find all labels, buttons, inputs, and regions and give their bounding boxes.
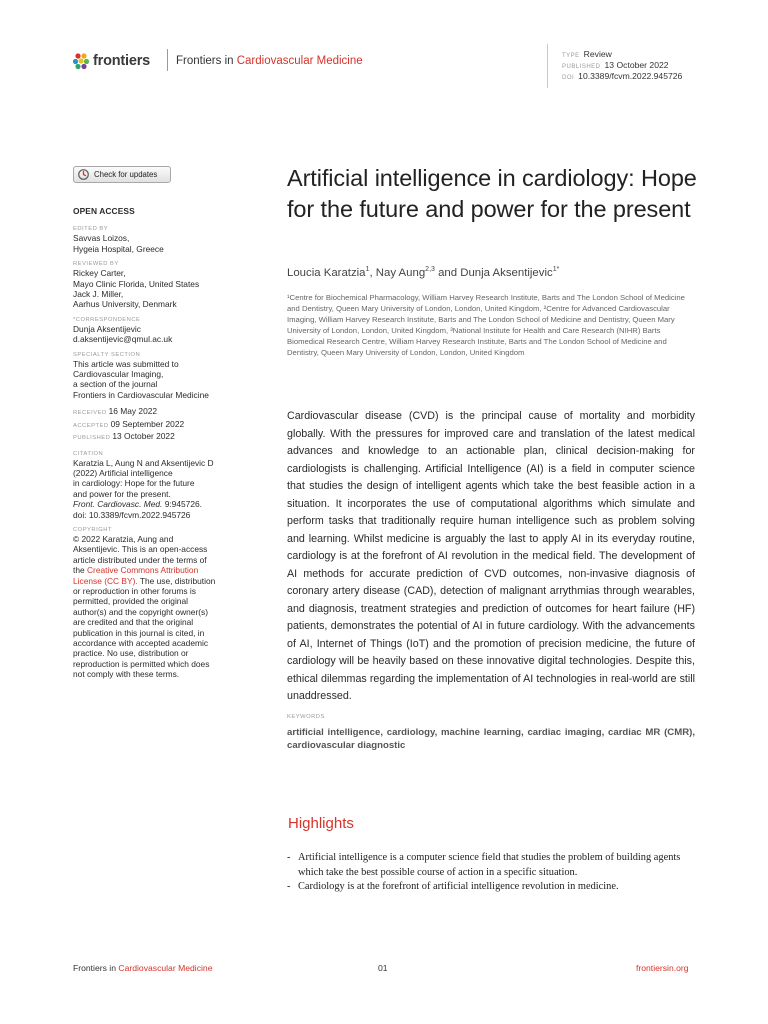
reviewed-by-section bbox=[73, 260, 233, 310]
copyright-text: The use, distribution bbox=[137, 575, 216, 586]
copyright-label: COPYRIGHT bbox=[73, 526, 112, 533]
published-label: PUBLISHED bbox=[73, 435, 111, 442]
accepted-label: ACCEPTED bbox=[73, 422, 109, 429]
copyright-line: author(s) and the copyright owner(s) bbox=[73, 606, 208, 617]
keywords-list: artificial intelligence, cardiology, machine learning, cardiac imaging, cardiac MR (CMR), cardiovascular diagnostic bbox=[287, 727, 695, 751]
frontiers-logo[interactable] bbox=[72, 52, 150, 70]
footer-journal-name: Cardiovascular Medicine bbox=[118, 963, 213, 973]
copyright-text: the bbox=[73, 565, 87, 576]
specialty-line: This article was submitted to bbox=[73, 358, 179, 369]
frontiers-logo-icon bbox=[72, 52, 90, 70]
meta-divider bbox=[547, 44, 548, 88]
copyright-license-line bbox=[73, 576, 233, 586]
author-affiliation-ref: 1* bbox=[552, 266, 560, 273]
copyright-line: practice. No use, distribution or bbox=[73, 648, 189, 659]
brand-name: frontiers bbox=[93, 53, 151, 69]
published-date bbox=[73, 431, 233, 443]
dates-section bbox=[73, 406, 233, 443]
footer-journal-prefix: Frontiers in bbox=[73, 963, 119, 973]
copyright-line: are credited and that the original bbox=[73, 617, 194, 628]
copyright-line: reproduction is permitted which does bbox=[73, 658, 210, 669]
specialty-label: SPECIALTY SECTION bbox=[73, 351, 141, 358]
check-updates-label: Check for updates bbox=[94, 170, 158, 179]
journal-name: Cardiovascular Medicine bbox=[236, 55, 363, 67]
abstract-text: Cardiovascular disease (CVD) is the principal cause of mortality and morbidity globally. With the pressures for improved care and translation of the latest medical advances and knowledge to an actionable plan, clinical decision-making for cardiologists is challenging. Artificial Intelligence (AI) is a field in computer science that studies the design of intelligent agents which take the best feasible action in a situation. It incorporates the use of computational algorithms which simulate and perform tasks that traditionally require human intelligence such as problem solving and learning. Whilst medicine is arguably the last to apply AI in its everyday routine, cardiology is at the forefront of AI revolution in the medical field. The development of AI methods for accurate prediction of CVD outcomes, non-invasive diagnosis of coronary artery disease (CAD), detection of malignant arrythmias through wearables, and diagnosis, treatment strategies and prediction of outcomes for heart failure (HF) patients, demonstrates the potential of AI in future cardiology. With the advancements of AI, Internet of Things (IoT) and the promotion of precision medicine, the future of cardiology will be heavily based on these innovative digital technologies. Despite this, ethical dilemmas regarding the implementation of AI technologies in real-world are still unaddressed. bbox=[287, 410, 695, 702]
citation-line: (2022) Artificial intelligence bbox=[73, 467, 173, 478]
meta-doi[interactable] bbox=[562, 71, 682, 81]
correspondence-name: Dunja Aksentijevic bbox=[73, 323, 141, 334]
meta-published-label: PUBLISHED bbox=[562, 64, 601, 70]
copyright-line: not comply with these terms. bbox=[73, 669, 180, 680]
copyright-line: Aksentijevic. This is an open-access bbox=[73, 544, 208, 555]
license-link[interactable]: Creative Commons Attribution bbox=[86, 565, 199, 576]
meta-doi-label: DOI bbox=[562, 75, 575, 81]
reviewer-affiliation: Mayo Clinic Florida, United States bbox=[73, 278, 200, 289]
copyright-line: accordance with accepted academic bbox=[73, 638, 209, 648]
accepted-value: 09 September 2022 bbox=[110, 418, 185, 429]
journal-title[interactable] bbox=[176, 55, 363, 67]
license-link[interactable]: License (CC BY). bbox=[73, 575, 138, 586]
citation-journal-line bbox=[73, 499, 233, 509]
published-value: 13 October 2022 bbox=[112, 431, 175, 442]
open-access-label: OPEN ACCESS bbox=[73, 206, 135, 216]
author-list bbox=[287, 266, 559, 279]
citation-section bbox=[73, 450, 233, 520]
highlight-item bbox=[287, 851, 697, 880]
received-date bbox=[73, 406, 233, 418]
author-affiliation-ref: 2,3 bbox=[425, 266, 435, 273]
header-divider bbox=[167, 49, 168, 71]
received-value: 16 May 2022 bbox=[108, 406, 158, 417]
specialty-line: Cardiovascular Imaging, bbox=[73, 369, 164, 380]
copyright-line: © 2022 Karatzia, Aung and bbox=[73, 533, 174, 544]
citation-line: and power for the present. bbox=[73, 488, 171, 499]
author-name[interactable]: and Dunja Aksentijevic bbox=[434, 266, 553, 279]
citation-label: CITATION bbox=[73, 450, 104, 457]
citation-line: Karatzia L, Aung N and Aksentijevic D bbox=[73, 457, 214, 468]
correspondence-email[interactable]: d.aksentijevic@qmul.ac.uk bbox=[73, 334, 173, 345]
keywords-label: KEYWORDS bbox=[287, 714, 325, 720]
edited-by-section bbox=[73, 225, 233, 254]
meta-type bbox=[562, 49, 612, 59]
meta-type-value: Review bbox=[583, 49, 612, 59]
highlight-item bbox=[287, 880, 697, 895]
citation-line: in cardiology: Hope for the future bbox=[73, 478, 195, 489]
article-title: Artificial intelligence in cardiology: Hope for the future and power for the present bbox=[287, 165, 697, 222]
reviewed-by-label: REVIEWED BY bbox=[73, 261, 119, 268]
page-number: 01 bbox=[378, 963, 388, 973]
highlights-list bbox=[287, 851, 697, 895]
author-affiliation-ref: 1 bbox=[365, 266, 370, 273]
correspondence-section bbox=[73, 316, 233, 345]
reviewer-affiliation: Aarhus University, Denmark bbox=[73, 299, 177, 310]
citation-volume: 9:945726. bbox=[162, 499, 202, 510]
received-label: RECEIVED bbox=[73, 410, 107, 417]
footer-journal[interactable] bbox=[73, 963, 212, 973]
specialty-line: a section of the journal bbox=[73, 379, 158, 390]
reviewer-name: Jack J. Miller, bbox=[73, 289, 124, 300]
reviewer-name: Rickey Carter, bbox=[73, 268, 126, 279]
copyright-line: permitted, provided the original bbox=[73, 596, 188, 607]
editor-name: Savvas Loizos, bbox=[73, 233, 130, 244]
check-for-updates-button[interactable] bbox=[73, 166, 171, 183]
meta-published bbox=[562, 60, 669, 70]
editor-affiliation: Hygeia Hospital, Greece bbox=[73, 243, 164, 254]
specialty-line: Frontiers in Cardiovascular Medicine bbox=[73, 389, 209, 400]
meta-published-value: 13 October 2022 bbox=[604, 60, 669, 70]
copyright-line: or reproduction in other forums is bbox=[73, 585, 196, 596]
author-name[interactable]: , Nay Aung bbox=[369, 266, 426, 279]
author-name[interactable]: Loucia Karatzia bbox=[287, 266, 366, 279]
footer-site-link[interactable]: frontiersin.org bbox=[636, 963, 689, 973]
meta-doi-value: 10.3389/fcvm.2022.945726 bbox=[578, 71, 683, 81]
accepted-date bbox=[73, 419, 233, 431]
highlights-heading: Highlights bbox=[288, 815, 354, 832]
specialty-section bbox=[73, 351, 233, 401]
bullet-dash-icon: - bbox=[287, 852, 291, 863]
citation-journal: Front. Cardiovasc. Med. bbox=[73, 499, 163, 510]
highlight-text: Artificial intelligence is a computer science field that studies the problem of building agents which take the best possible course of action in a specific situation. bbox=[298, 852, 681, 878]
check-updates-icon bbox=[78, 169, 89, 180]
copyright-line: publication in this journal is cited, in bbox=[73, 627, 205, 638]
affiliations: ¹Centre for Biochemical Pharmacology, William Harvey Research Institute, Barts and The London School of Medicine and Dentistry, Queen Mary University of London, London, United Kingdom, ²Centre for Advanced Cardiovascular Imaging, William Harvey Research Institute, Barts and The London School of Medicine and Dentistry, Queen Mary University of London, London, United Kingdom, ³National Institute for Health and Care Research (NIHR) Barts Biomedical Research Centre, William Harvey Research Institute, Barts and The London School of Medicine and Dentistry, Queen Mary University of London, London, United Kingdom bbox=[287, 293, 685, 357]
highlight-text: Cardiology is at the forefront of artificial intelligence revolution in medicine. bbox=[298, 881, 619, 892]
bullet-dash-icon: - bbox=[287, 881, 291, 892]
copyright-section bbox=[73, 526, 233, 680]
citation-doi[interactable]: doi: 10.3389/fcvm.2022.945726 bbox=[73, 509, 191, 520]
correspondence-label: *CORRESPONDENCE bbox=[73, 316, 141, 323]
copyright-line: article distributed under the terms of bbox=[73, 554, 207, 565]
meta-type-label: TYPE bbox=[562, 53, 580, 59]
copyright-license-line bbox=[73, 565, 233, 575]
article-info-sidebar bbox=[73, 206, 233, 686]
edited-by-label: EDITED BY bbox=[73, 226, 109, 233]
journal-prefix: Frontiers in bbox=[176, 55, 234, 67]
